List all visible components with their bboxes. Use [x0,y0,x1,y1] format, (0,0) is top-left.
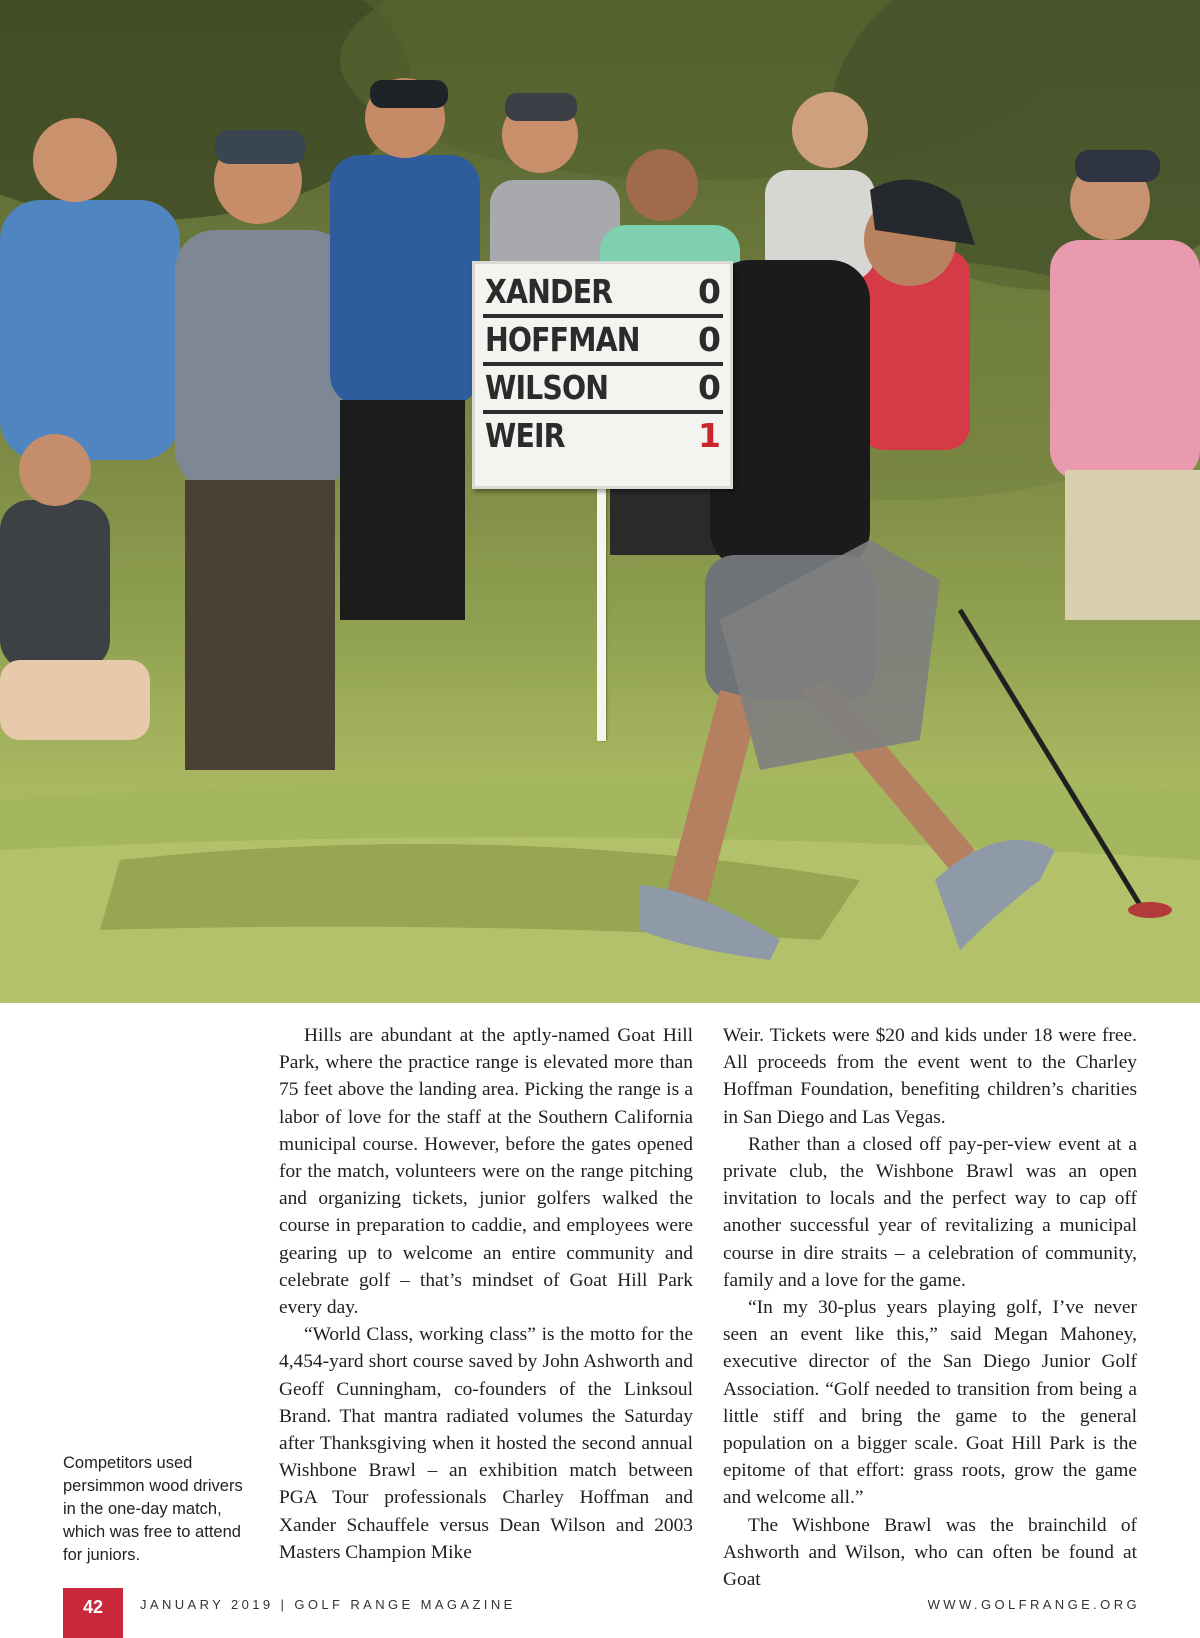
photo-caption: Competitors used persimmon wood drivers in the one-day match, which was free to attend for juniors. [63,1454,243,1564]
player-name: WEIR [485,416,565,455]
scoreboard-row [483,270,723,318]
scoreboard-row [483,414,723,458]
paragraph: “In my 30-plus years playing golf, I’ve never seen an event like this,” said Megan Mahoney, executive director of the San Diego Junior Golf Association. “Golf needed to transition from being a little stiff and bring the game to the general population on a bigger scale. Goat Hill Park is the epitome of that effort: grass roots, grow the game and welcome all.” [723,1297,1137,1509]
player-name: HOFFMAN [485,320,640,359]
player-name: WILSON [485,368,609,407]
paragraph: “World Class, working class” is the motto for the 4,454-yard short course saved by John Ashworth and Geoff Cunningham, co-founders of the Linksoul Brand. That mantra radiated volumes the Saturday after Thanksgiving when it hosted the second annual Wishbone Brawl – an exhibition match between PGA Tour professionals Charley Hoffman and Xander Schauffele versus Dean Wilson and 2003 Masters Champion Mike [279,1324,693,1563]
paragraph: Rather than a closed off pay-per-view event at a private club, the Wishbone Brawl was an open invitation to locals and the perfect way to cap off another successful year of revitalizing a municipal course in dire straits – a celebration of community, family and a love for the game. [723,1133,1137,1291]
page-number: 42 [63,1588,123,1638]
article-column-1 [279,1022,693,1566]
article-column-2 [723,1022,1137,1593]
player-name: XANDER [485,272,613,311]
scoreboard-row [483,366,723,414]
paragraph: Hills are abundant at the aptly-named Goat Hill Park, where the practice range is elevated more than 75 feet above the landing area. Picking the range is a labor of love for the staff at the Southern California municipal course. However, before the gates opened for the match, volunteers were on the range pitching and organizing tickets, junior golfers walked the course in preparation to caddie, and employees were gearing up to welcome an entire community and celebrate golf – that’s mindset of Goat Hill Park every day. [279,1025,693,1319]
scoreboard-row [483,318,723,366]
sign-post [597,483,606,741]
website-link[interactable]: WWW.GOLFRANGE.ORG [927,1597,1140,1612]
player-score: 0 [698,368,721,407]
issue-line: JANUARY 2019 | GOLF RANGE MAGAZINE [140,1597,516,1612]
player-score: 1 [698,416,721,455]
paragraph: The Wishbone Brawl was the brainchild of Ashworth and Wilson, who can often be found at Goat [723,1514,1137,1591]
player-score: 0 [698,320,721,359]
scoreboard-sign [472,261,733,489]
paragraph: Weir. Tickets were $20 and kids under 18 were free. All proceeds from the event went to the Charley Hoffman Foundation, benefiting children’s charities in San Diego and Las Vegas. [723,1025,1137,1128]
player-score: 0 [698,272,721,311]
